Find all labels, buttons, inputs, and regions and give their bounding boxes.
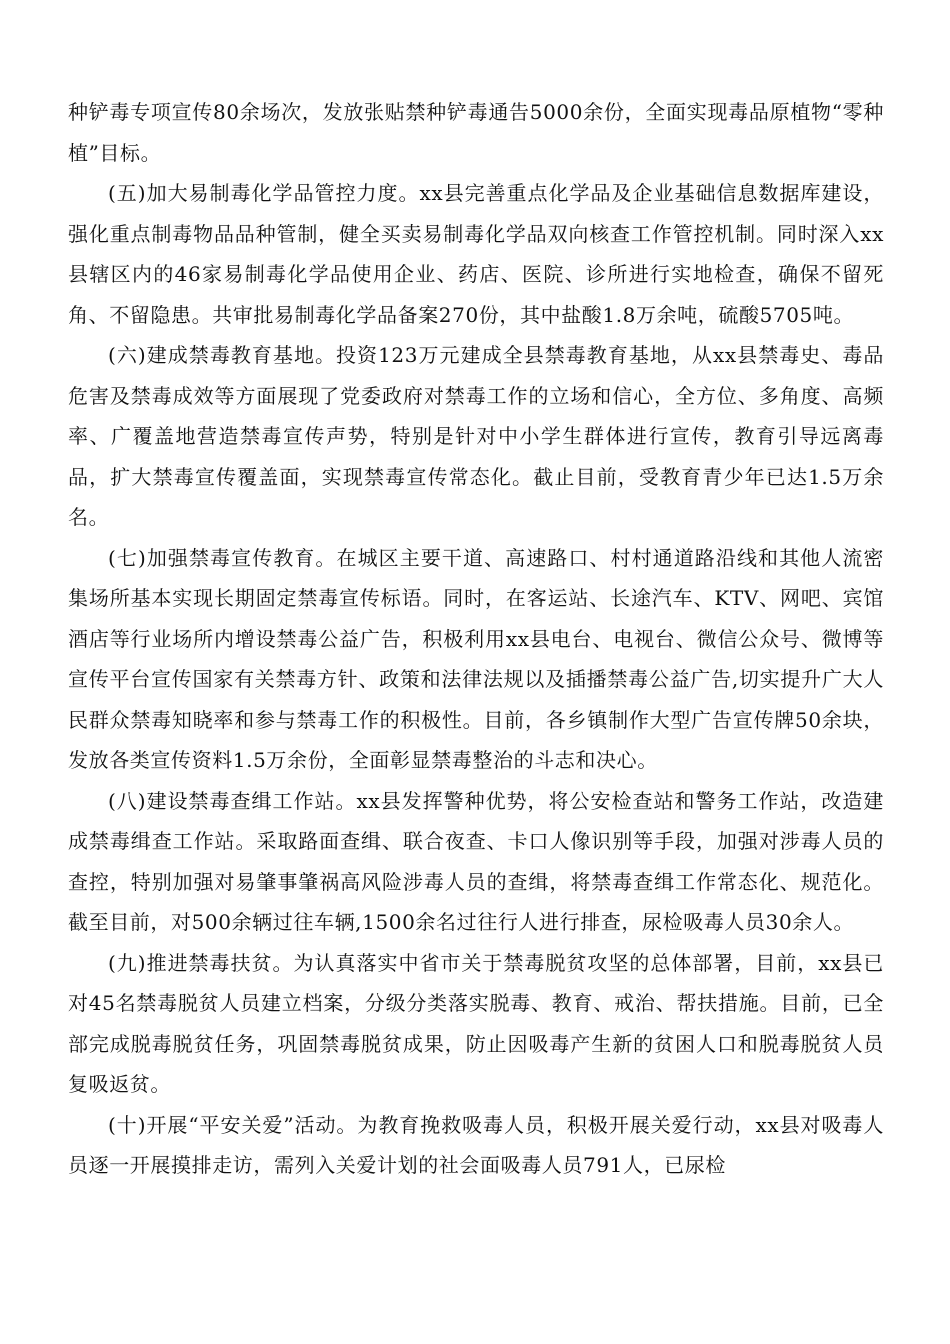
paragraph-section-9: (九)推进禁毒扶贫。为认真落实中省市关于禁毒脱贫攻坚的总体部署，目前，xx县已对45名禁毒脱贫人员建立档案，分级分类落实脱毒、教育、戒治、帮扶措施。目前，已全部完成脱毒脱贫任务，巩固禁毒脱贫成果，防止因吸毒产生新的贫困人口和脱毒脱贫人员复吸返贫。 bbox=[68, 950, 884, 1096]
paragraph-section-5: (五)加大易制毒化学品管控力度。xx县完善重点化学品及企业基础信息数据库建设，强化重点制毒物品品种管制，健全买卖易制毒化学品双向核查工作管控机制。同时深入xx县辖区内的46家易制毒化学品使用企业、药店、医院、诊所进行实地检查，确保不留死角、不留隐患。共审批易制毒化学品备案270份，其中盐酸1.8万余吨，硫酸5705吨。 bbox=[68, 181, 884, 327]
paragraph-section-7: (七)加强禁毒宣传教育。在城区主要干道、高速路口、村村通道路沿线和其他人流密集场所基本实现长期固定禁毒宣传标语。同时，在客运站、长途汽车、KTV、网吧、宾馆酒店等行业场所内增设禁毒公益广告，积极利用xx县电台、电视台、微信公众号、微博等宣传平台宣传国家有关禁毒方针、政策和法律法规以及插播禁毒公益广告,切实提升广大人民群众禁毒知晓率和参与禁毒工作的积极性。目前，各乡镇制作大型广告宣传牌50余块，发放各类宣传资料1.5万余份，全面彰显禁毒整治的斗志和决心。 bbox=[68, 545, 884, 772]
document-body bbox=[68, 92, 884, 1186]
paragraph-section-10: (十)开展“平安关爱”活动。为教育挽救吸毒人员，积极开展关爱行动，xx县对吸毒人员逐一开展摸排走访，需列入关爱计划的社会面吸毒人员791人，已尿检 bbox=[68, 1112, 884, 1177]
paragraph-section-6: (六)建成禁毒教育基地。投资123万元建成全县禁毒教育基地，从xx县禁毒史、毒品危害及禁毒成效等方面展现了党委政府对禁毒工作的立场和信心，全方位、多角度、高频率、广覆盖地营造禁毒宣传声势，特别是针对中小学生群体进行宣传，教育引导远离毒品，扩大禁毒宣传覆盖面，实现禁毒宣传常态化。截止目前，受教育青少年已达1.5万余名。 bbox=[68, 343, 884, 529]
paragraph-continuation: 种铲毒专项宣传80余场次，发放张贴禁种铲毒通告5000余份，全面实现毒品原植物“零种植”目标。 bbox=[68, 100, 884, 165]
paragraph-section-8: (八)建设禁毒查缉工作站。xx县发挥警种优势，将公安检查站和警务工作站，改造建成禁毒缉查工作站。采取路面查缉、联合夜查、卡口人像识别等手段，加强对涉毒人员的查控，特别加强对易肇事肇祸高风险涉毒人员的查缉，将禁毒查缉工作常态化、规范化。截至目前，对500余辆过往车辆,1500余名过往行人进行排查，尿检吸毒人员30余人。 bbox=[68, 788, 884, 934]
